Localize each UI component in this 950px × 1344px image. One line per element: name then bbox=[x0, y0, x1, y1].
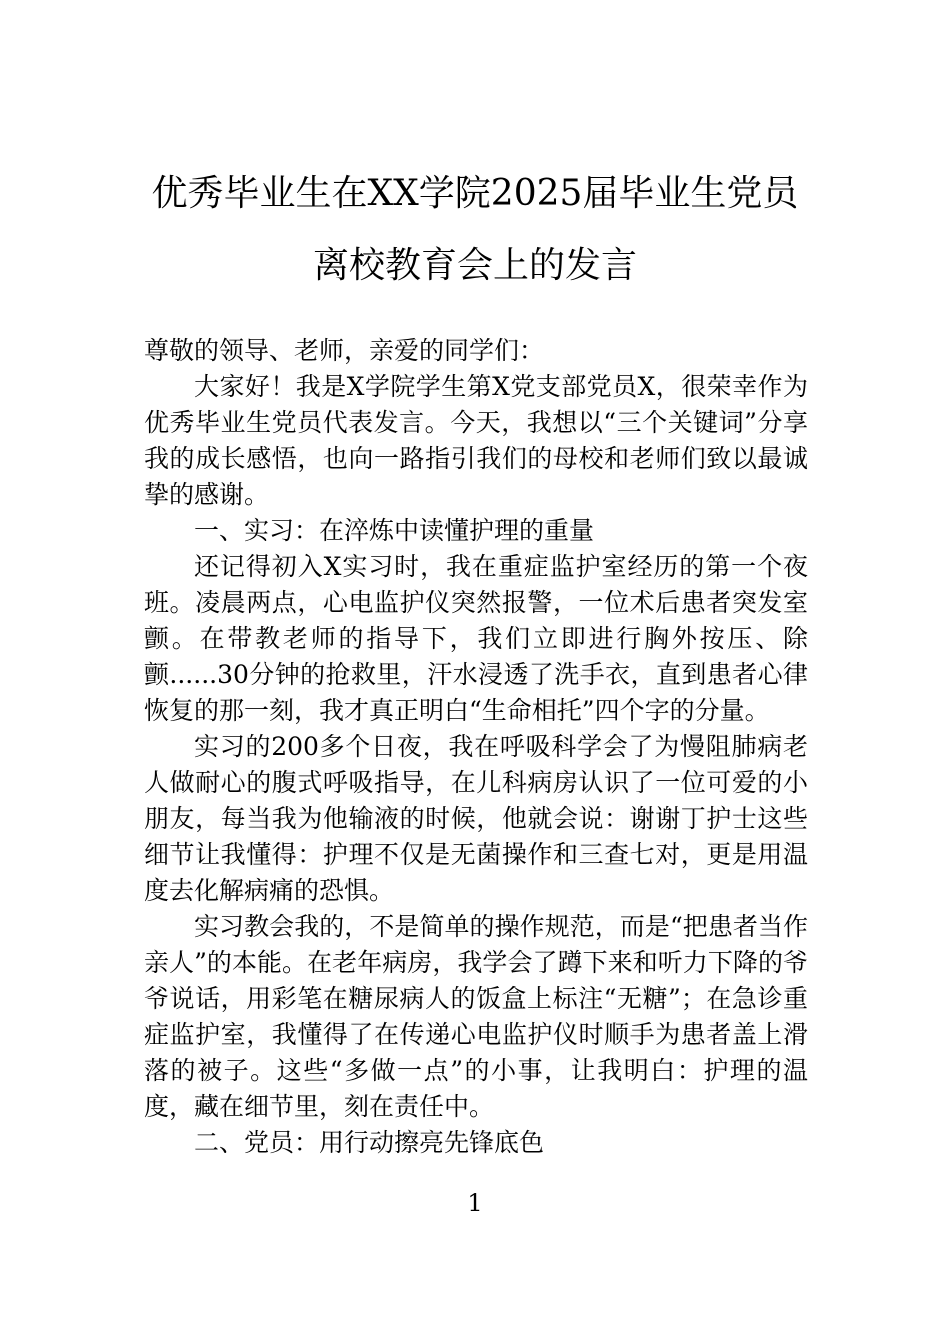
document-title-line-1: 优秀毕业生在XX学院2025届毕业生党员 bbox=[151, 173, 799, 214]
salutation: 尊敬的领导、老师，亲爱的同学们： bbox=[144, 336, 545, 365]
paragraph-internship-days: 实习的200多个日夜，我在呼吸科学会了为慢阻肺病老人做耐心的腹式呼吸指导，在儿科病房认识了一位可爱的小朋友，每当我为他输液的时候，他就会说：谢谢丁护士这些细节让我懂得：护理不仅是无菌操作和三查七对，更是用温度去化解病痛的恐惧。 bbox=[144, 732, 808, 905]
paragraph-internship-lessons: 实习教会我的，不是简单的操作规范，而是“把患者当作亲人”的本能。在老年病房，我学会了蹲下来和听力下降的爷爷说话，用彩笔在糖尿病人的饭盒上标注“无糖”；在急诊重症监护室，我懂得了在传递心电监护仪时顺手为患者盖上滑落的被子。这些“多做一点”的小事，让我明白：护理的温度，藏在细节里，刻在责任中。 bbox=[144, 912, 808, 1121]
section-heading-internship: 一、实习：在淬炼中读懂护理的重量 bbox=[194, 516, 595, 545]
section-heading-party-member: 二、党员：用行动擦亮先锋底色 bbox=[194, 1128, 545, 1157]
paragraph-icu-night-shift: 还记得初入X实习时，我在重症监护室经历的第一个夜班。凌晨两点，心电监护仪突然报警，一位术后患者突发室颤。在带教老师的指导下，我们立即进行胸外按压、除颤......30分钟的抢救里，汗水浸透了洗手衣，直到患者心律恢复的那一刻，我才真正明白“生命相托”四个字的分量。 bbox=[144, 552, 808, 725]
document-title-line-2: 离校教育会上的发言 bbox=[312, 245, 637, 286]
page-number: 1 bbox=[467, 1189, 483, 1217]
paragraph-greeting: 大家好！我是X学院学生第X党支部党员X，很荣幸作为优秀毕业生党员代表发言。今天，我想以“三个关键词”分享我的成长感悟，也向一路指引我们的母校和老师们致以最诚挚的感谢。 bbox=[144, 372, 808, 509]
document-body bbox=[144, 333, 808, 1161]
